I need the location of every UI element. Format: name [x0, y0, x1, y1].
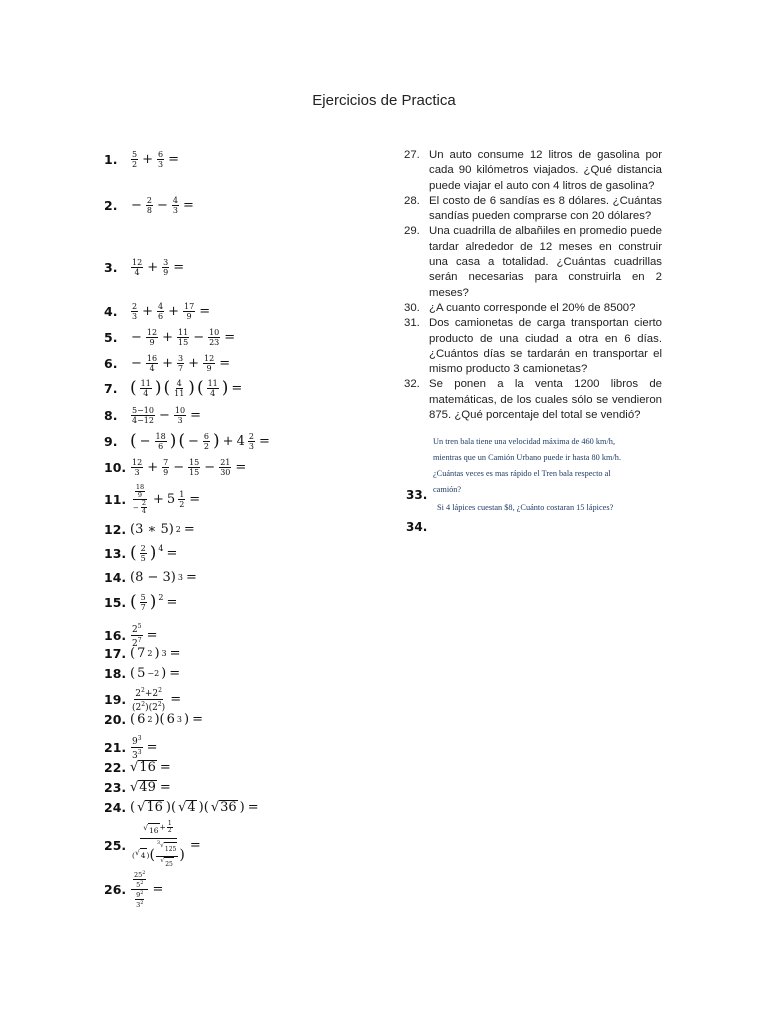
exponent: −2: [147, 669, 160, 678]
numerator: 3: [163, 258, 169, 267]
exercise-1: [104, 150, 180, 169]
equals-sign: =: [169, 646, 181, 661]
base: 2: [135, 703, 142, 713]
exercise-20: 20. ( 6 2 )( 6 3 ) =: [104, 712, 203, 727]
plus-sign: +: [142, 304, 153, 319]
radicand: 16: [148, 823, 160, 837]
numerator: 2: [248, 432, 254, 441]
problem-text: ¿A cuanto corresponde el 20% de 8500?: [429, 301, 636, 314]
numerator: 11: [207, 379, 218, 388]
exercise-4: [104, 302, 211, 321]
exercise-number: 12.: [104, 522, 127, 537]
numerator: 17: [184, 302, 195, 311]
problem-29: [404, 224, 662, 300]
denominator: 11: [174, 389, 185, 398]
exercise-number: 10.: [104, 460, 127, 475]
equals-sign: =: [152, 882, 164, 898]
numerator: 7: [163, 458, 169, 467]
equals-sign: =: [258, 434, 270, 449]
exercise-22: 22. √ 16 =: [104, 760, 171, 775]
base: 2: [152, 703, 158, 713]
exercise-number: 1.: [104, 152, 118, 167]
problem-34-text: Si 4 lápices cuestan $8, ¿Cuánto costaran 15 lápices?: [437, 503, 614, 512]
exercise-number: 6.: [104, 356, 118, 371]
problem-32: [404, 377, 662, 423]
denominator: 4: [210, 389, 216, 398]
exercise-number: 11.: [104, 492, 127, 507]
exponent: 3: [137, 735, 142, 742]
problem-31: [404, 316, 662, 377]
problem-text: El costo de 6 sandías es 8 dólares. ¿Cuántas sandías pueden comprarse con 20 dólares?: [429, 194, 662, 223]
problem-number: 30.: [404, 301, 420, 314]
minus-sign: −: [173, 460, 185, 475]
problem-text: Una cuadrilla de albañiles en promedio puede tardar alrededor de 12 meses en construir una casa a totalidad. ¿Cuántas cuadrillas serán necesarias para construirla en 2 meses?: [429, 225, 662, 299]
radicand: 125: [164, 842, 177, 856]
minus-sign: −: [158, 408, 170, 423]
equals-sign: =: [169, 666, 181, 681]
numerator: 5: [140, 593, 146, 602]
exercise-number: 23.: [104, 780, 127, 795]
numerator: 10: [174, 406, 186, 415]
radicand: 16: [146, 800, 163, 815]
whole-number: 4: [236, 434, 245, 449]
denominator: 15: [189, 468, 200, 477]
base: 5: [137, 666, 146, 681]
base: 9: [132, 737, 138, 747]
equals-sign: =: [159, 780, 171, 795]
exercise-12: [104, 522, 196, 537]
exercise-24: 24. ( √ 16 )( √ 4 )( √ 36 ) =: [104, 800, 259, 815]
base: 2: [135, 689, 141, 699]
problem-27: [404, 148, 662, 194]
exercise-number: 25.: [104, 837, 127, 853]
minus-sign: −: [131, 198, 142, 213]
equals-sign: =: [183, 522, 195, 537]
problem-33-line-4: camión?: [433, 485, 462, 494]
equals-sign: =: [166, 595, 178, 610]
problem-text: Dos camionetas de carga transportan cierto producto de una ciudad a otra en 6 días. ¿Cuántos días se tardarán en transportar el mismo producto 3 camionetas?: [429, 317, 662, 376]
minus-sign: −: [157, 198, 168, 213]
denominator: 8: [146, 206, 152, 215]
denominator: 9: [149, 338, 155, 347]
problem-text: Se ponen a la venta 1200 libros de matemáticas, de los cuales sólo se vendieron 875. ¿Qué porcentaje del total se vendió?: [429, 378, 662, 422]
exercise-number: 24.: [104, 800, 127, 815]
denominator: 15: [178, 338, 189, 347]
equals-sign: =: [146, 628, 158, 643]
equals-sign: =: [219, 356, 231, 371]
exercise-18: 18. ( 5 −2 ) =: [104, 666, 181, 681]
exponent: 2: [140, 880, 144, 887]
exponent: 2: [147, 715, 153, 724]
numerator: 12: [146, 328, 158, 337]
base: 6: [166, 712, 175, 727]
denominator: 3: [248, 442, 254, 451]
denominator: 2: [132, 160, 138, 169]
radicand: 4: [187, 800, 196, 815]
equals-sign: =: [199, 304, 211, 319]
numerator: 6: [158, 150, 164, 159]
exercise-number: 16.: [104, 628, 127, 643]
equals-sign: =: [190, 408, 201, 423]
denominator: 2: [179, 500, 185, 509]
exercise-number: 18.: [104, 666, 127, 681]
exercise-number: 2.: [104, 198, 118, 213]
numerator: 21: [220, 458, 231, 467]
numerator: 5−10: [132, 406, 154, 415]
exercise-2: [104, 196, 195, 215]
exercise-8: [104, 406, 202, 425]
page-title: Ejercicios de Practica: [312, 92, 456, 109]
denominator: 9: [137, 491, 143, 499]
expression: (8 − 3): [130, 570, 176, 585]
plus-sign: +: [162, 330, 173, 345]
exercise-9: 9. ( − $\frac{18}{6}$ ) ( − $\frac{6}{2}$ ) + 4 $\frac{2}{3}$ =: [104, 431, 270, 451]
exercise-number: 8.: [104, 408, 118, 423]
equals-sign: =: [192, 712, 203, 727]
denominator: 9: [163, 468, 169, 477]
numerator: 4: [176, 379, 182, 388]
base: 3: [136, 901, 141, 910]
exponent: 2: [140, 900, 144, 907]
numerator: 1: [179, 490, 185, 499]
minus-sign: −: [139, 434, 151, 449]
plus-sign: +: [188, 356, 199, 371]
equals-sign: =: [159, 760, 171, 775]
minus-sign: −: [133, 503, 139, 512]
denominator: 4: [143, 389, 149, 398]
numerator: 6: [203, 432, 210, 441]
problem-34-number: 34.: [406, 520, 428, 534]
problem-33-line-1: Un tren bala tiene una velocidad máxima de 460 km/h,: [433, 437, 616, 446]
exercise-21: [104, 734, 158, 761]
base: 6: [137, 712, 146, 727]
radicand: 4: [140, 848, 147, 862]
exercise-7: 7. ( $\frac{11}{4}$ ) ( $\frac{4}{11}$ ) ( $\frac{11}{4}$ ) =: [104, 378, 243, 398]
exercise-number: 20.: [104, 712, 127, 727]
denominator: 4: [141, 507, 147, 515]
denominator: 3: [177, 416, 183, 425]
problem-number: 27.: [404, 149, 420, 161]
exponent: 2: [142, 870, 146, 876]
denominator: 4: [149, 364, 155, 373]
denominator: 23: [209, 338, 220, 347]
exponent: 3: [137, 749, 142, 756]
denominator: 7: [178, 364, 184, 373]
radicand: 16: [139, 760, 156, 775]
minus-sign: −: [131, 356, 142, 371]
radicand: 49: [139, 780, 156, 795]
exercise-26: [104, 870, 164, 910]
exponent: 2: [175, 525, 181, 534]
equals-sign: =: [224, 330, 236, 345]
plus-sign: +: [147, 260, 159, 275]
numerator: 2: [141, 499, 147, 507]
problem-33-line-2: mientras que un Camión Urbano puede ir hasta 80 km/h.: [433, 453, 622, 462]
denominator: 9: [206, 364, 212, 373]
equals-sign: =: [247, 800, 259, 815]
exercise-number: 3.: [104, 260, 118, 275]
base: 2: [132, 625, 138, 635]
numerator: 12: [204, 354, 215, 363]
problem-number: 32.: [404, 378, 420, 391]
exponent: 7: [137, 637, 142, 644]
plus-sign: +: [144, 689, 153, 699]
exercise-number: 7.: [104, 381, 118, 396]
problem-text: Un auto consume 12 litros de gasolina por cada 90 kilómetros viajados. ¿Qué distancia puede viajar el auto con 4 litros de gasolina?: [429, 149, 662, 192]
plus-sign: +: [147, 460, 159, 475]
exercise-3: [104, 258, 185, 277]
minus-sign: −: [131, 330, 142, 345]
exercise-number: 21.: [104, 740, 127, 755]
numerator: 2: [146, 196, 152, 205]
exercise-number: 5.: [104, 330, 118, 345]
base: 5: [136, 881, 141, 890]
base: 2: [132, 639, 138, 649]
problem-33-line-3: ¿Cuántas veces es mas rápido el Tren bala respecto al: [433, 469, 611, 478]
root-index: 3: [156, 839, 161, 846]
whole-number: 5: [166, 492, 176, 507]
numerator: 2: [140, 544, 146, 553]
radicand: 36: [220, 800, 237, 815]
equals-sign: =: [168, 152, 179, 167]
plus-sign: +: [153, 492, 164, 507]
exercise-14: [104, 570, 198, 585]
exercise-19: 19. $\frac{2^2+2^2}{(2^2)(2^2)}$ =: [104, 687, 182, 713]
exercise-number: 9.: [104, 434, 118, 449]
equals-sign: =: [146, 740, 158, 755]
exponent: 3: [176, 715, 182, 724]
base: 3: [132, 751, 138, 761]
problem-28: [404, 194, 662, 225]
numerator: 11: [140, 379, 151, 388]
exponent: 2: [140, 890, 144, 897]
exponent: 2: [141, 701, 146, 708]
plus-sign: +: [162, 356, 173, 371]
denominator: 30: [220, 468, 231, 477]
numerator: 16: [146, 354, 158, 363]
numerator: 4: [158, 302, 164, 311]
exercise-15: 15. ( $\frac{5}{7}$ ) $^2$ =: [104, 592, 178, 612]
denominator: 2: [167, 827, 172, 834]
equals-sign: =: [235, 460, 247, 475]
exercise-number: 17.: [104, 646, 127, 661]
problem-number: 31.: [404, 317, 420, 330]
radicand: 25: [164, 857, 174, 871]
numerator: 2: [132, 302, 138, 311]
numerator: 3: [178, 354, 184, 363]
denominator: 9: [186, 312, 192, 321]
base: 25: [134, 871, 143, 880]
minus-sign: −: [193, 330, 205, 345]
numerator: 5: [132, 150, 138, 159]
exercise-number: 26.: [104, 882, 127, 898]
exercise-number: 22.: [104, 760, 127, 775]
equals-sign: =: [231, 381, 243, 396]
problem-33-number: 33.: [406, 488, 428, 502]
exponent: 4: [158, 544, 164, 553]
numerator: 18: [135, 483, 145, 491]
exercise-number: 13.: [104, 546, 127, 561]
denominator: 6: [158, 442, 164, 451]
numerator: 12: [132, 458, 143, 467]
exercise-25: 25. √ 16 + $\frac{1}{2}$ ( √ 4 ) ( $^3$ √ 125 √ 25 ) =: [104, 820, 202, 871]
exercise-number: 15.: [104, 595, 127, 610]
exponent: 5: [137, 623, 142, 630]
problem-number: 28.: [404, 194, 420, 207]
exponent: 2: [140, 687, 145, 694]
plus-sign: +: [142, 152, 153, 167]
numerator: 4: [172, 196, 178, 205]
exponent: 2: [147, 649, 153, 658]
denominator: 5: [140, 554, 146, 563]
denominator: 9: [163, 268, 169, 277]
minus-sign: −: [204, 460, 216, 475]
equals-sign: =: [189, 837, 201, 853]
denominator: 4: [134, 268, 140, 277]
exercise-number: 19.: [104, 692, 127, 707]
plus-sign: +: [222, 434, 234, 449]
base: 7: [137, 646, 146, 661]
denominator: 3: [132, 312, 138, 321]
denominator: 4−12: [132, 416, 154, 425]
base: 9: [136, 891, 141, 900]
numerator: 12: [132, 258, 143, 267]
word-problems: [404, 148, 662, 423]
equals-sign: =: [170, 692, 182, 707]
exercise-6: [104, 354, 231, 373]
exponent: 2: [158, 687, 162, 694]
exercise-10: [104, 458, 247, 477]
problem-30: [404, 301, 662, 316]
exercise-23: 23. √ 49 =: [104, 780, 171, 795]
equals-sign: =: [189, 492, 201, 507]
equals-sign: =: [183, 198, 194, 213]
exercise-number: 14.: [104, 570, 127, 585]
exercise-16: [104, 622, 158, 649]
equals-sign: =: [166, 546, 178, 561]
numerator: 11: [178, 328, 189, 337]
denominator: 6: [158, 312, 164, 321]
numerator: 1: [167, 820, 172, 827]
denominator: 3: [158, 160, 164, 169]
equals-sign: =: [173, 260, 185, 275]
exercise-11: [104, 484, 201, 515]
exercise-5: [104, 328, 236, 347]
equals-sign: =: [185, 570, 197, 585]
numerator: 15: [189, 458, 200, 467]
exercise-number: 4.: [104, 304, 118, 319]
problem-number: 29.: [404, 225, 420, 238]
base: 2: [152, 689, 159, 699]
exponent: 3: [177, 573, 183, 582]
expression: (3 ∗ 5): [130, 522, 174, 537]
exponent: 2: [158, 593, 164, 602]
plus-sign: +: [168, 304, 179, 319]
denominator: 3: [134, 468, 140, 477]
denominator: 3: [172, 206, 178, 215]
plus-sign: +: [159, 822, 166, 832]
denominator: 2: [203, 442, 210, 451]
exercise-17: 17. ( 7 2 ) 3 =: [104, 646, 181, 661]
exponent: 3: [161, 649, 167, 658]
exercise-13: 13. ( $\frac{2}{5}$ ) $^4$ =: [104, 543, 178, 563]
minus-sign: −: [188, 434, 199, 449]
numerator: 10: [209, 328, 220, 337]
exponent: 2: [157, 701, 162, 708]
denominator: 7: [140, 603, 146, 612]
numerator: 18: [155, 432, 166, 441]
